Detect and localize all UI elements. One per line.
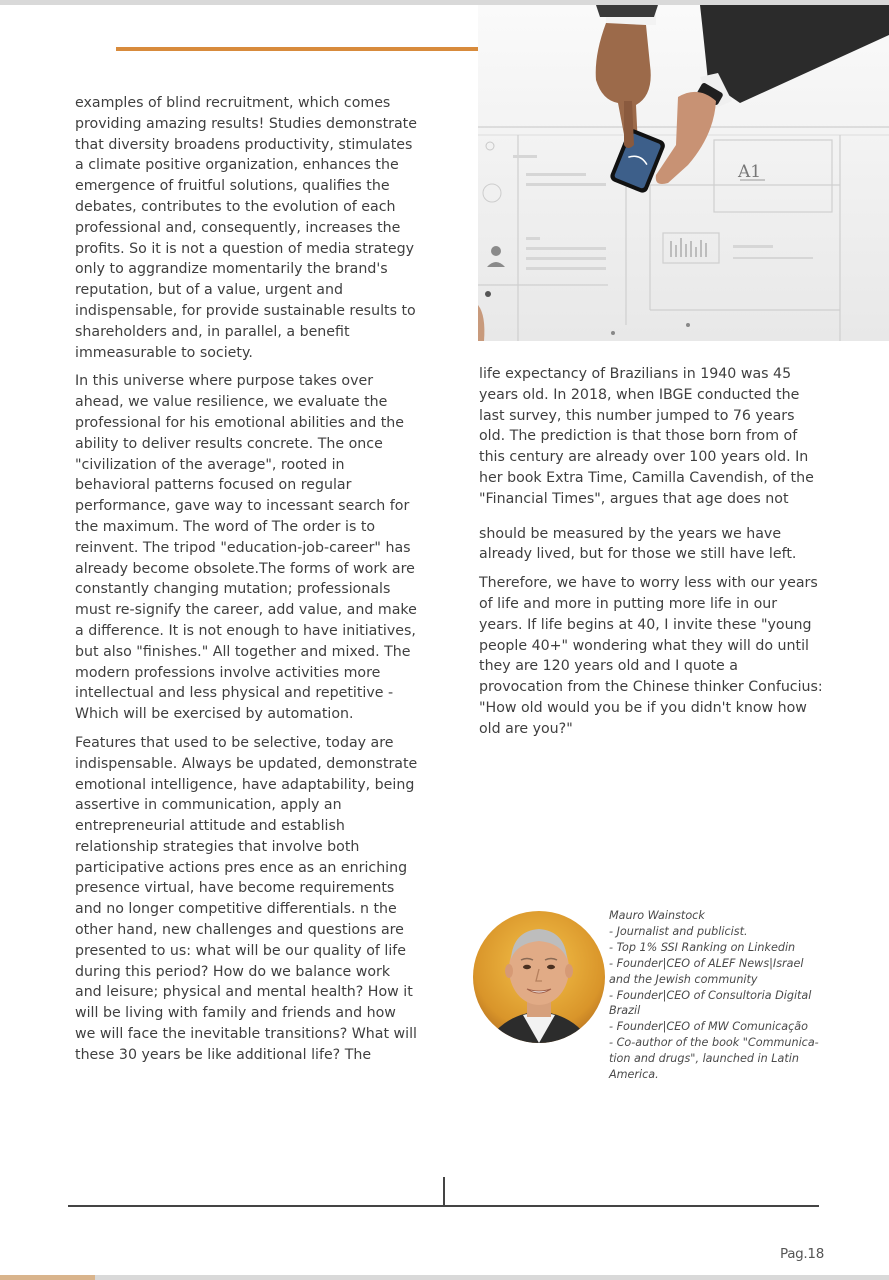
paragraph: Therefore, we have to worry less with our years of life and more in putting more life in our years. If life begins at 40, I invite these "young people 40+" wondering what they will do until they are 120 years old and I quote a provocation from the Chinese thinker Confucius: "How old would you be if you didn't know how old are you?": [479, 575, 823, 737]
paragraph: In this universe where purpose takes over ahead, we value resilience, we evaluate the professional for his emotional abilities and the ability to deliver results concrete. The once "civilization of the average", rooted in behavioral patterns focused on regular performance, gave way to incessant search for the maximum. The word of The order is to reinvent. The tripod "education-job-career" has already become obsolete.The forms of work are constantly changing mutation; professionals must re-signify the career, add value, and make a difference. It is not enough to have initiatives, but also "finishes." All together and mixed. The modern professions involve activities more intellectual and less physical and repetitive - Which will be exercised by automation.: [75, 373, 417, 723]
article-right-column: [479, 364, 824, 748]
author-photo: [473, 911, 605, 1043]
hero-illustration: [478, 5, 889, 341]
card-label: A1: [738, 162, 762, 182]
bio-line: - Co-author of the book "Communica- tion and drugs", launched in Latin America.: [609, 1036, 819, 1082]
footer-divider-tick: [443, 1177, 445, 1206]
hero-image: [478, 5, 889, 341]
bio-line: - Founder|CEO of ALEF News|Israel and the Jewish community: [609, 956, 804, 986]
paragraph: examples of blind recruitment, which comes providing amazing results! Studies demonstrate that diversity broadens productivity, stimulates a climate positive organization, enhances the emergence of fruitful solutions, qualifies the debates, contributes to the evolution of each professional and, consequently, increases the profits. So it is not a question of media strategy only to aggrandize momentarily the brand's reputation, but of a value, urgent and indispensable, for provide sustainable results to shareholders and, in parallel, a benefit immeasurable to society.: [75, 95, 417, 361]
bio-line: - Founder|CEO of MW Comunicação: [609, 1020, 808, 1034]
footer-rule: [68, 1205, 819, 1207]
author-bio: [609, 908, 837, 1083]
bio-line: - Journalist and publicist.: [609, 924, 748, 938]
paragraph: Features that used to be selective, today are indispensable. Always be updated, demonstrate emotional intelligence, have adaptability, being assertive in communication, apply an entrepreneurial attitude and establish relationship strategies that involve both participative actions pres ence as an enriching presence virtual, have become requirements and no longer competitive differentials. n the other hand, new challenges and questions are presented to us: what will be our quality of life during this period? How do we balance work and leisure; physical and mental health? How it will be living with family and friends and how we will face the inevitable transitions? What will these 30 years be like additional life? The: [75, 734, 418, 1063]
page-number: Pag.18: [779, 1246, 824, 1262]
bio-line: - Top 1% SSI Ranking on Linkedin: [609, 940, 796, 954]
bio-line: - Founder|CEO of Consultoria Digital Brazil: [609, 988, 812, 1018]
article-left-column: [75, 93, 420, 1074]
bottom-frame-accent: [0, 1275, 95, 1280]
author-name: Mauro Wainstock: [609, 909, 705, 922]
paragraph: should be measured by the years we have already lived, but for those we still have left.: [479, 525, 797, 563]
paragraph: life expectancy of Brazilians in 1940 was 45 years old. In 2018, when IBGE conducted the last survey, this number jumped to 76 years old. The prediction is that those born from of this century are already over 100 years old. In her book Extra Time, Camilla Cavendish, of the "Financial Times", argues that age does not: [479, 366, 814, 507]
bottom-frame: [0, 1275, 889, 1280]
